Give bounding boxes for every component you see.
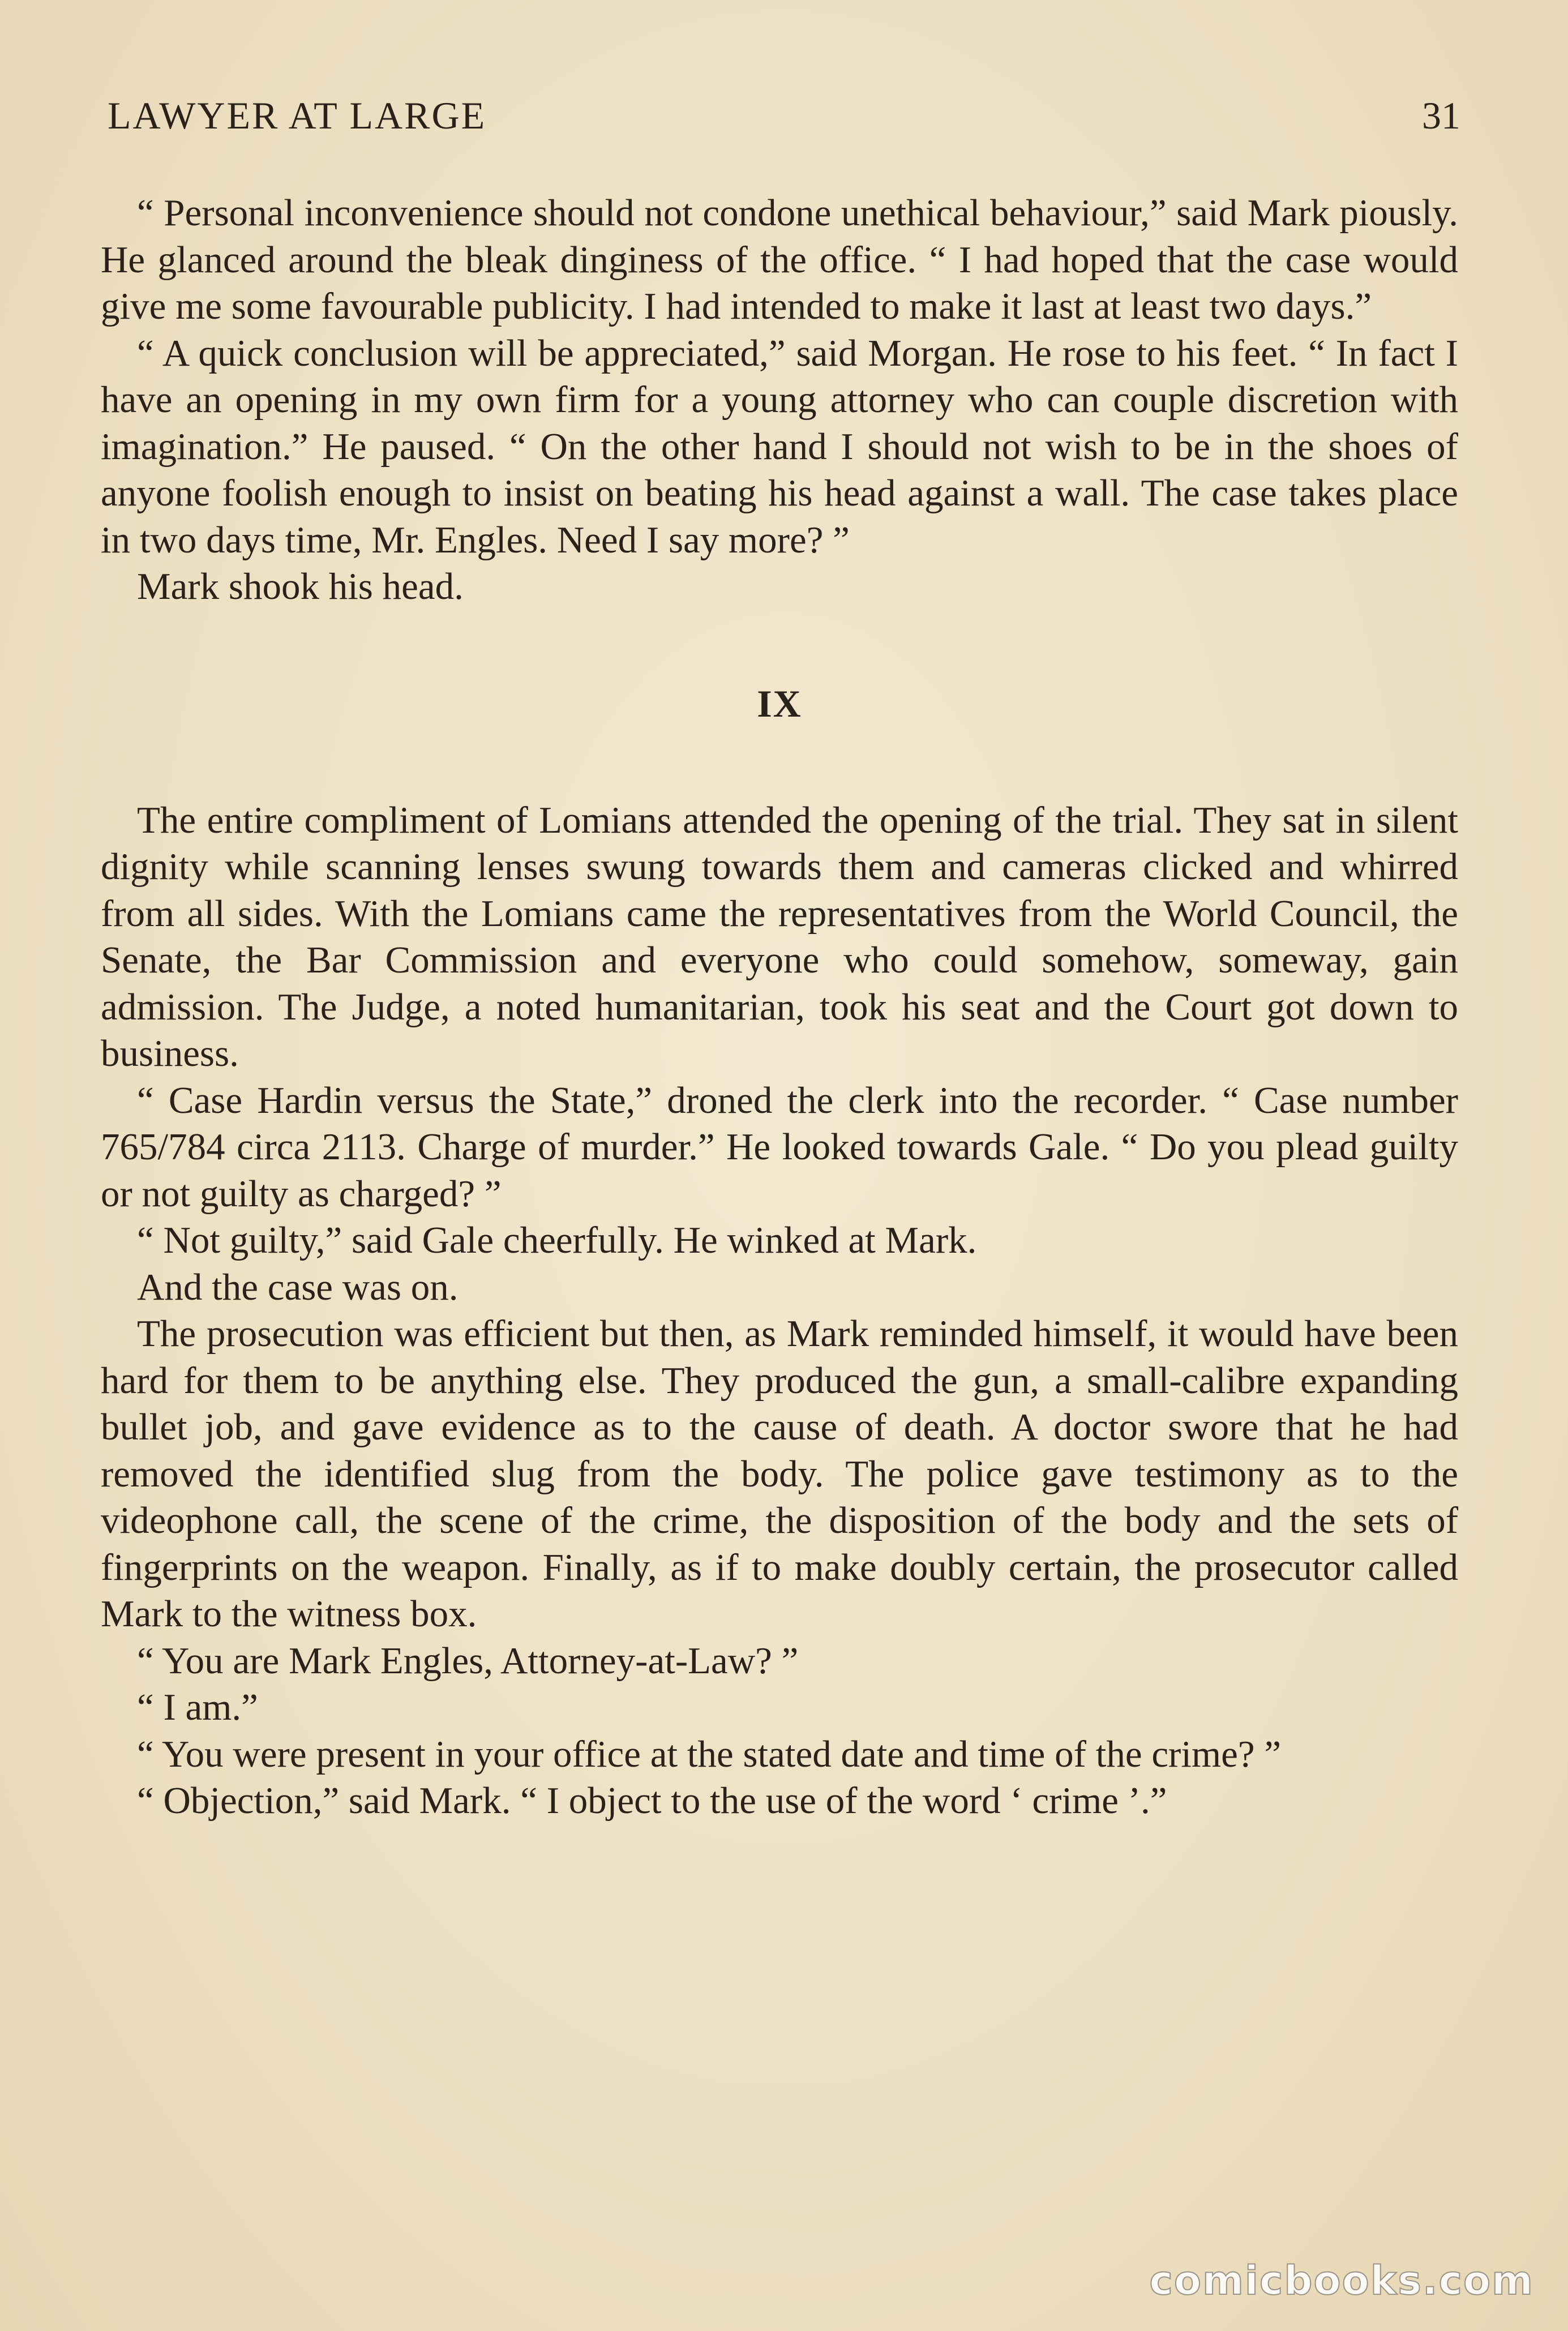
paragraph: The entire compliment of Lomians attended the opening of the trial. They sat in silent dignity while scanning lenses swung towards them and cameras clicked and whirred from all sides. With the Lomians came the representatives from the World Council, the Senate, the Bar Commission and everyone who could somehow, someway, gain admission. The Judge, a noted humanitarian, took his seat and the Court got down to business. (101, 799, 1458, 1074)
paragraph: “ Not guilty,” said Gale cheerfully. He winked at Mark. (137, 1219, 977, 1261)
paragraph: “ Personal inconvenience should not condone unethical behaviour,” said Mark piously. He glanced around the bleak dinginess of the office. “ I had hoped that the case would give me some favourable publicity. I had intended to make it last at least two days.” (101, 192, 1458, 327)
paragraph: “ A quick conclusion will be appreciated,” said Morgan. He rose to his feet. “ In fact I have an opening in my own firm for a young attorney who can couple discretion with imagination.” He paused. “ On the other hand I should not wish to be in the shoes of anyone foolish enough to insist on beating his head against a wall. The case takes place in two days time, Mr. Engles. Need I say more? ” (101, 332, 1458, 561)
body-text (101, 190, 1458, 1824)
paragraph: “ You were present in your office at the stated date and time of the crime? ” (137, 1733, 1282, 1775)
paragraph: “ Objection,” said Mark. “ I object to the use of the word ‘ crime ’.” (137, 1780, 1167, 1822)
section-heading: IX (757, 682, 802, 725)
paragraph: And the case was on. (137, 1266, 459, 1308)
running-title: LAWYER AT LARGE (108, 94, 487, 137)
page-header (108, 93, 1460, 156)
watermark: comicbooks.com (1149, 2257, 1534, 2304)
paragraph: “ Case Hardin versus the State,” droned the clerk into the recorder. “ Case number 765/784 circa 2113. Charge of murder.” He looked towards Gale. “ Do you plead guilty or not guilty as charged? ” (101, 1079, 1458, 1215)
paragraph: “ I am.” (137, 1686, 258, 1728)
paragraph: The prosecution was efficient but then, as Mark reminded himself, it would have been hard for them to be anything else. They produced the gun, a small-calibre expanding bullet job, and gave evidence as to the cause of death. A doctor swore that he had removed the identified slug from the body. The police gave testimony as to the videophone call, the scene of the crime, the disposition of the body and the sets of fingerprints on the weapon. Finally, as if to make doubly certain, the prosecutor called Mark to the witness box. (101, 1313, 1458, 1635)
paragraph: Mark shook his head. (137, 565, 464, 607)
page-number: 31 (1422, 94, 1460, 137)
paragraph: “ You are Mark Engles, Attorney-at-Law? ” (137, 1639, 799, 1682)
